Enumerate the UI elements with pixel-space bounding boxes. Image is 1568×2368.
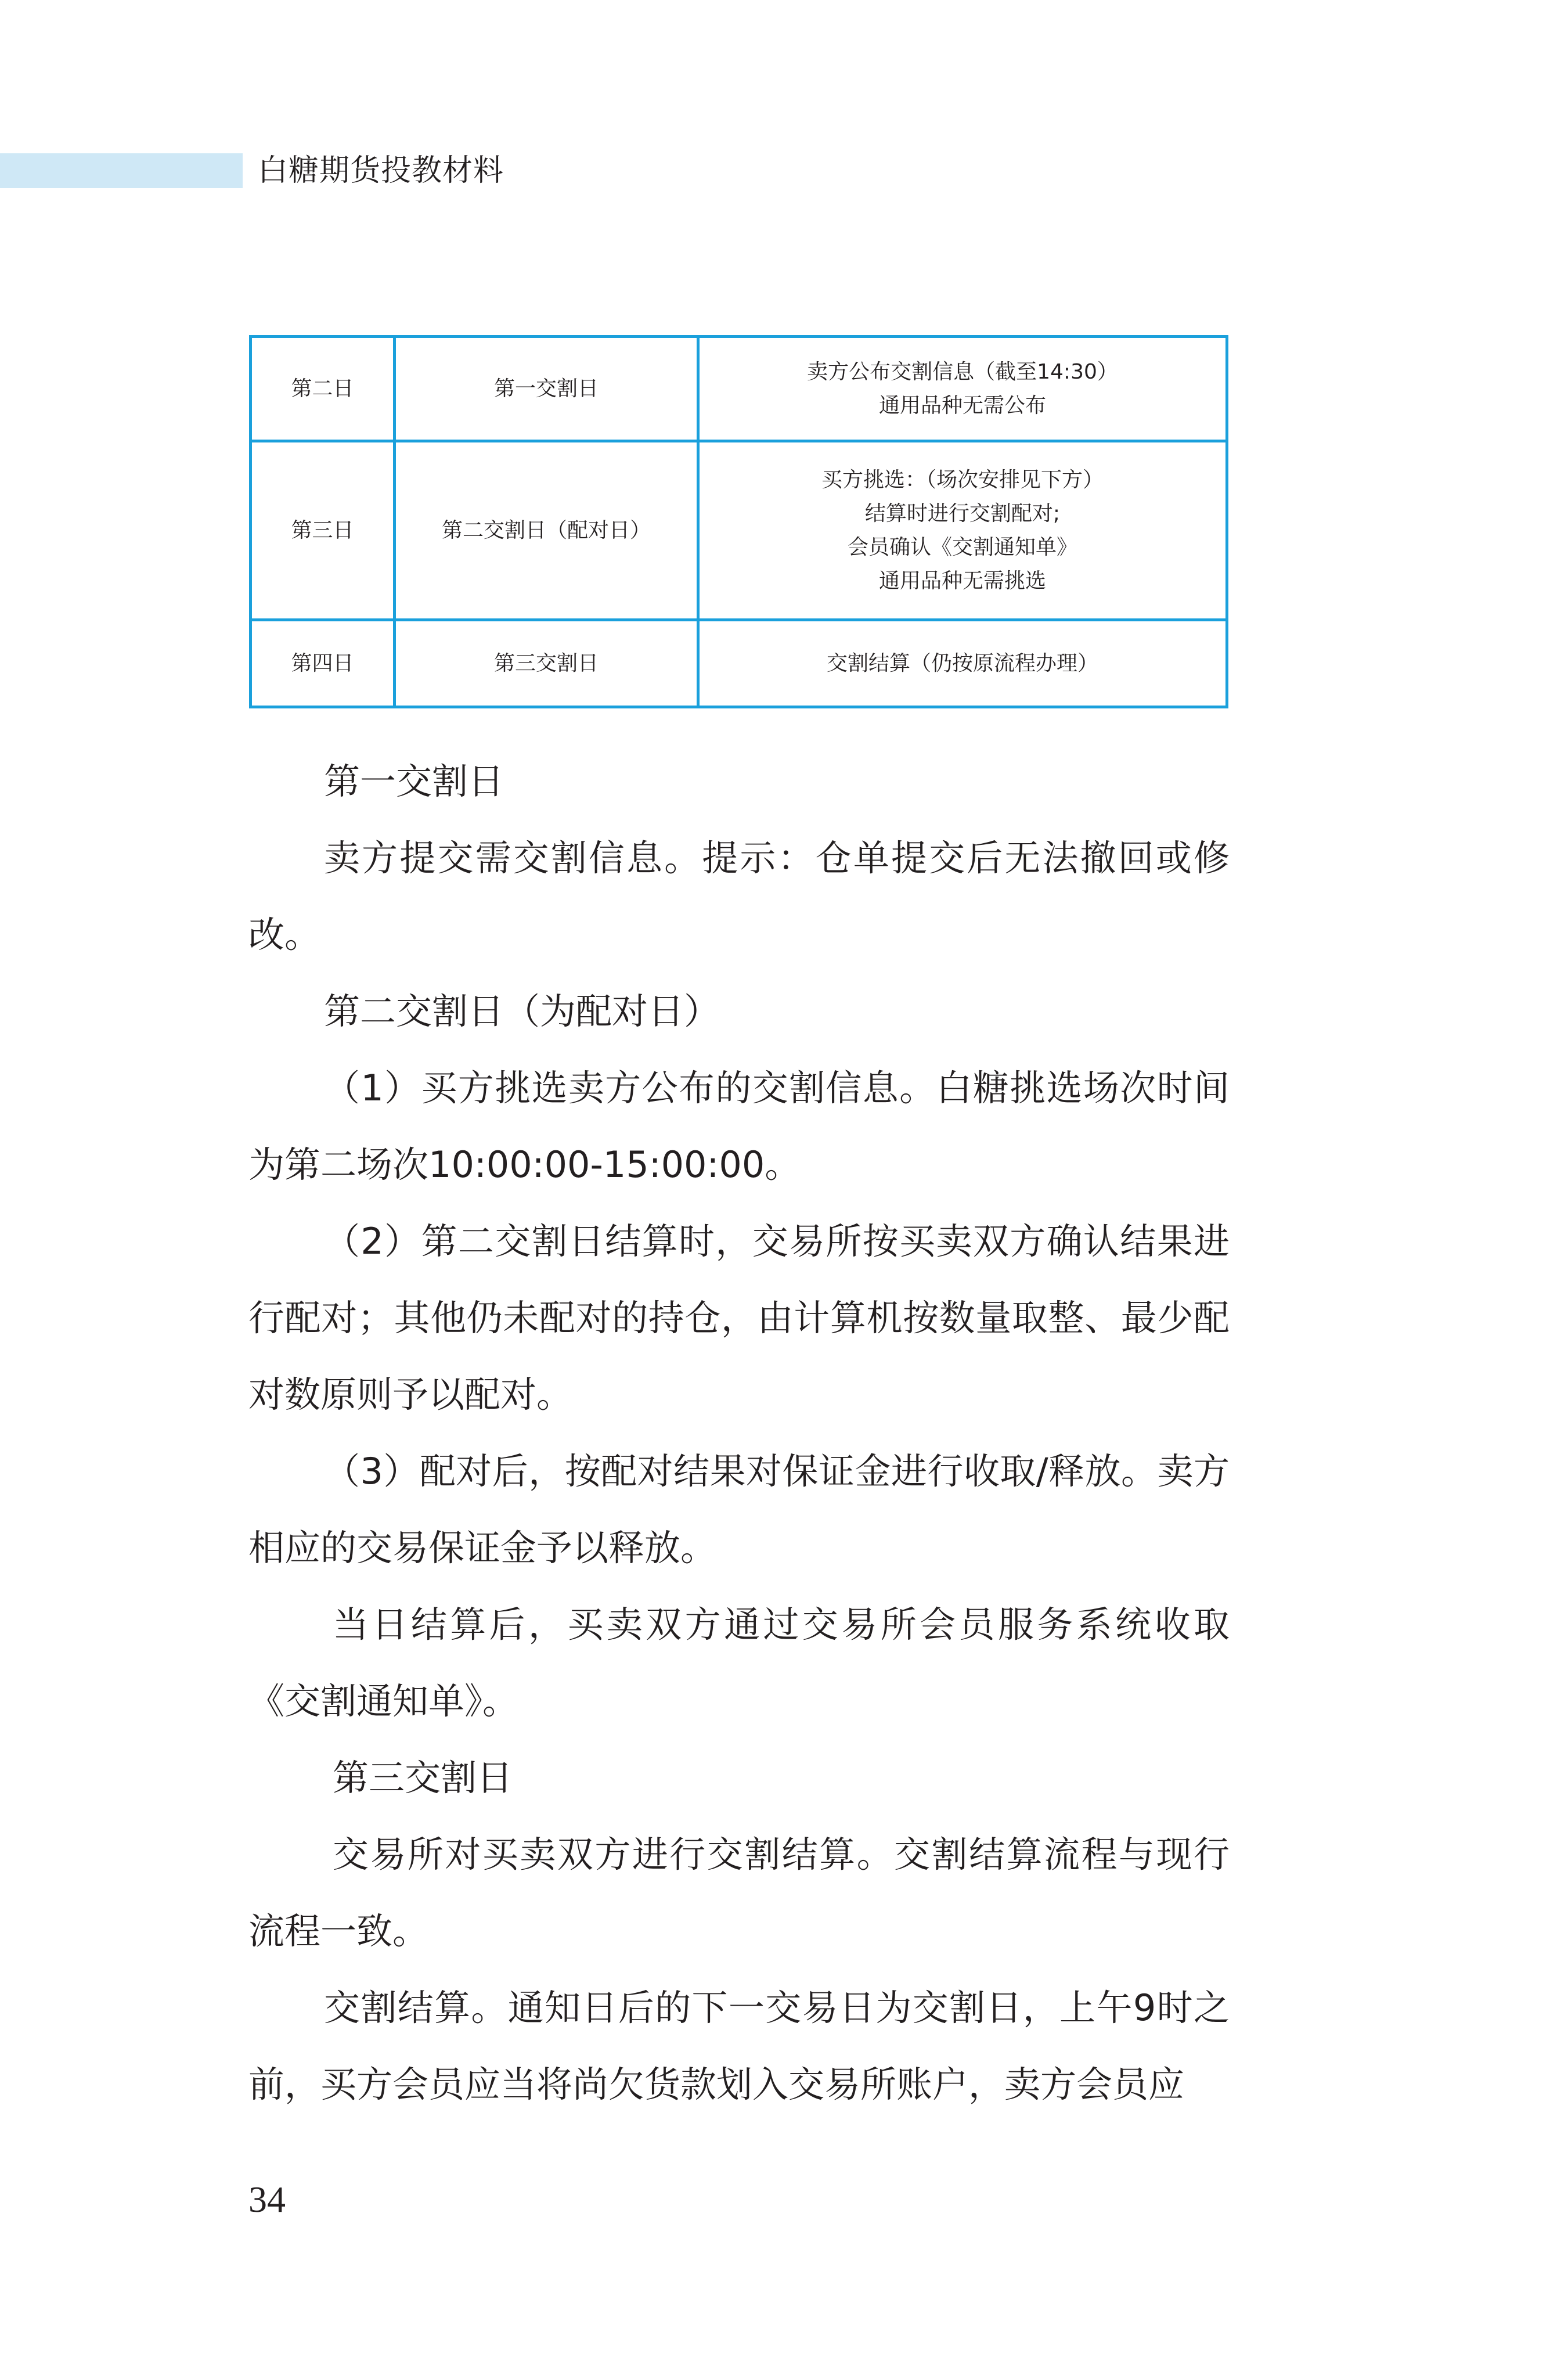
description-line: 交割结算（仍按原流程办理） xyxy=(826,651,1098,675)
section-heading-third-delivery-day: 第三交割日 xyxy=(333,1757,513,1799)
section-heading-first-delivery-day: 第一交割日 xyxy=(324,760,504,802)
description-line: 卖方公布交割信息（截至14:30） xyxy=(807,359,1118,384)
table-row xyxy=(251,337,1227,441)
table-cell-day: 第二日 xyxy=(251,337,395,441)
table-cell-description xyxy=(698,620,1227,707)
body-paragraph: 交易所对买卖双方进行交割结算。交割结算流程与现行流程一致。 xyxy=(248,1833,1230,1952)
table-cell-description xyxy=(698,441,1227,620)
table-row xyxy=(251,620,1227,707)
body-text xyxy=(248,743,1230,2123)
body-paragraph: 当日结算后，买卖双方通过交易所会员服务系统收取《交割通知单》。 xyxy=(248,1603,1230,1722)
delivery-schedule-table xyxy=(249,335,1228,708)
table-cell-day: 第三日 xyxy=(251,441,395,620)
body-paragraph: 卖方提交需交割信息。提示：仓单提交后无法撤回或修改。 xyxy=(248,837,1230,956)
table-cell-description xyxy=(698,337,1227,441)
running-header-title: 白糖期货投教材料 xyxy=(258,153,504,188)
description-line: 通用品种无需挑选 xyxy=(878,568,1046,593)
description-line: 买方挑选：（场次安排见下方） xyxy=(821,467,1104,492)
section-heading-second-delivery-day: 第二交割日（为配对日） xyxy=(324,990,720,1032)
table-cell-trade-day: 第一交割日 xyxy=(395,337,698,441)
body-paragraph: 交割结算。通知日后的下一交易日为交割日，上午9时之前，买方会员应当将尚欠货款划入交易所账户，卖方会员应 xyxy=(248,1986,1230,2106)
header-accent-band xyxy=(0,153,243,188)
table-cell-trade-day: 第三交割日 xyxy=(395,620,698,707)
table-row xyxy=(251,441,1227,620)
body-paragraph: （2）第二交割日结算时，交易所按买卖双方确认结果进行配对；其他仍未配对的持仓，由计算机按数量取整、最少配对数原则予以配对。 xyxy=(248,1220,1230,1416)
description-line: 会员确认《交割通知单》 xyxy=(847,535,1077,559)
body-paragraph: （3）配对后，按配对结果对保证金进行收取/释放。卖方相应的交易保证金予以释放。 xyxy=(248,1450,1230,1569)
page-number: 34 xyxy=(248,2179,286,2220)
body-paragraph: （1）买方挑选卖方公布的交割信息。白糖挑选场次时间为第二场次10:00:00-15:00:00。 xyxy=(248,1067,1230,1186)
table-cell-trade-day: 第二交割日（配对日） xyxy=(395,441,698,620)
description-line: 结算时进行交割配对; xyxy=(864,501,1061,526)
description-line: 通用品种无需公布 xyxy=(878,393,1046,418)
table-cell-day: 第四日 xyxy=(251,620,395,707)
